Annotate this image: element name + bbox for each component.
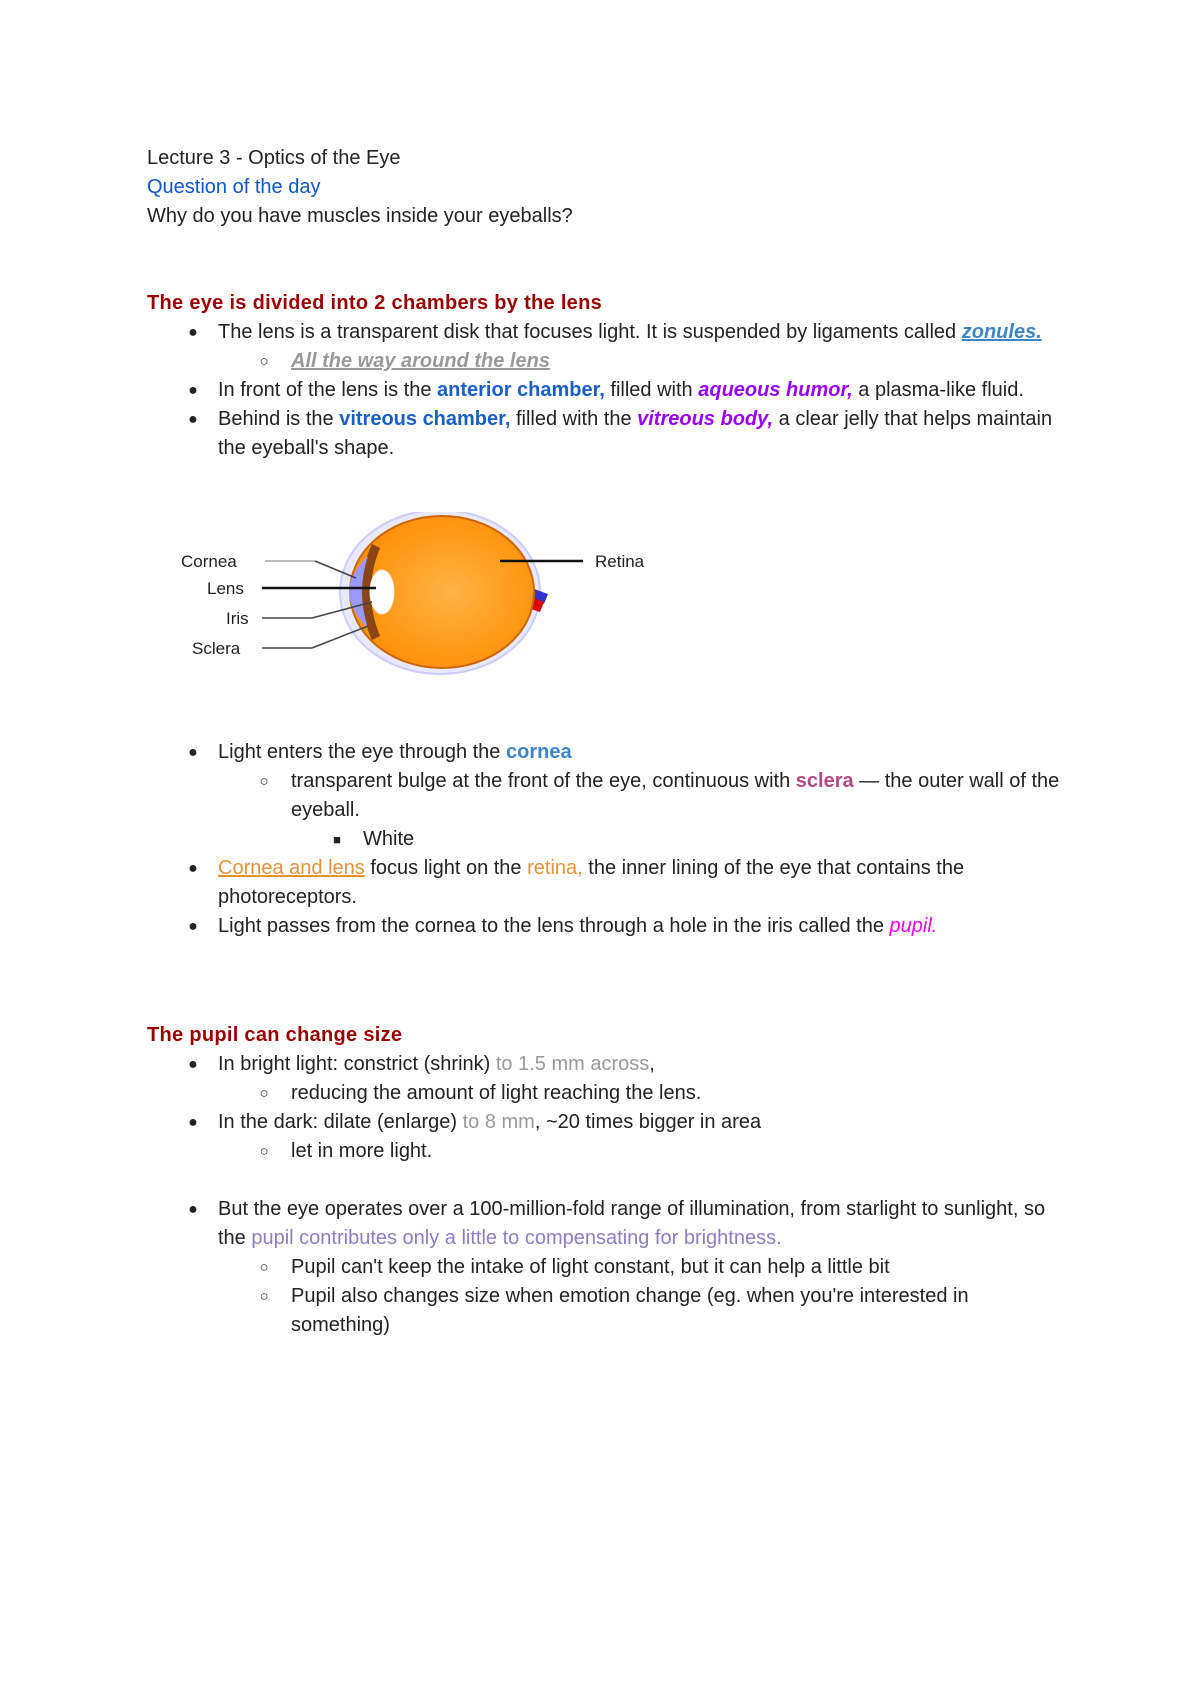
section-heading-chambers: The eye is divided into 2 chambers by the lens [147,292,603,314]
label-iris: Iris [226,609,249,628]
list-item: ○ Pupil can't keep the intake of light constant, but it can help a little bit [147,1253,1067,1282]
term-zonules: zonules. [961,321,1042,343]
list-item: ● The lens is a transparent disk that focuses light. It is suspended by ligaments called zonules. [147,318,1067,347]
term-pupil: pupil. [889,915,938,937]
question-text: Why do you have muscles inside your eyeballs? [147,205,573,227]
term-aqueous-humor: aqueous humor, [698,379,853,401]
question-label: Question of the day [147,176,321,198]
list-item: ■ White [147,825,1067,854]
list-item: ○ reducing the amount of light reaching the lens. [147,1079,1067,1108]
bullet-disc-icon: ● [188,918,198,935]
term-anterior-chamber: anterior chamber, [437,379,605,401]
list-item: ○ transparent bulge at the front of the eye, continuous with sclera — the outer wall of the eyeball. [147,767,1067,825]
list-item: ● But the eye operates over a 100-million-fold range of illumination, from starlight to sunlight, so the pupil contributes only a little to compensating for brightness. [147,1195,1067,1253]
label-sclera: Sclera [192,639,241,658]
label-retina: Retina [595,552,645,571]
lens [370,570,394,614]
bullet-disc-icon: ● [188,1056,198,1073]
bullet-circle-icon: ○ [259,1259,269,1276]
term-retina: retina, [527,857,583,879]
bullet-disc-icon: ● [188,324,198,341]
label-lens: Lens [207,579,244,598]
doc-title: Lecture 3 - Optics of the Eye [147,147,401,169]
term-cornea-and-lens: Cornea and lens [218,857,365,879]
measure-dark: to 8 mm [462,1111,535,1133]
bullet-disc-icon: ● [188,411,198,428]
term-cornea: cornea [505,741,572,763]
bullet-circle-icon: ○ [259,1085,269,1102]
list-item [147,347,1067,376]
note-all-around: All the way around the lens [291,350,550,372]
list-item: ● In front of the lens is the anterior chamber, filled with aqueous humor, a plasma-like fluid. [147,376,1067,405]
eye-diagram [0,512,1200,738]
bullet-disc-icon: ● [188,744,198,761]
list-item: ● Light passes from the cornea to the lens through a hole in the iris called the pupil. [147,912,1067,941]
bullet-disc-icon: ● [188,1114,198,1131]
term-vitreous-chamber: vitreous chamber, [339,408,511,430]
list-item: ● Behind is the vitreous chamber, filled with the vitreous body, a clear jelly that helps maintain the eyeball's shape. [147,405,1067,463]
list-item: ● In bright light: constrict (shrink) to 1.5 mm across, [147,1050,1067,1079]
bullet-disc-icon: ● [188,1201,198,1218]
measure-bright: to 1.5 mm across [495,1053,650,1075]
term-sclera: sclera [795,770,854,792]
chambers-list [147,318,1067,463]
bullet-square-icon: ■ [333,832,341,847]
list-item: ● In the dark: dilate (enlarge) to 8 mm, ~20 times bigger in area [147,1108,1067,1137]
bullet-circle-icon: ○ [259,1143,269,1160]
label-cornea: Cornea [181,552,237,571]
bullet-disc-icon: ● [188,382,198,399]
bullet-circle-icon: ○ [259,773,269,790]
list-item: ○ let in more light. [147,1137,1067,1166]
bullet-circle-icon: ○ [259,1288,269,1305]
bullet-circle-icon: ○ [259,353,269,370]
document-body [147,144,1067,1340]
bullet-disc-icon: ● [188,860,198,877]
pupil-list-2 [147,1195,1067,1340]
note-pupil-contribution: pupil contributes only a little to compensating for brightness. [251,1227,782,1249]
list-item: ● Light enters the eye through the cornea [147,738,1067,767]
pupil-list [147,1050,1067,1166]
term-vitreous-body: vitreous body, [637,408,774,430]
list-item: ○ Pupil also changes size when emotion change (eg. when you're interested in something) [147,1282,1067,1340]
cornea-list [147,738,1067,941]
section-heading-pupil: The pupil can change size [147,1024,403,1046]
eye-diagram-svg [0,512,1200,738]
list-item: ● Cornea and lens focus light on the retina, the inner lining of the eye that contains the photoreceptors. [147,854,1067,912]
